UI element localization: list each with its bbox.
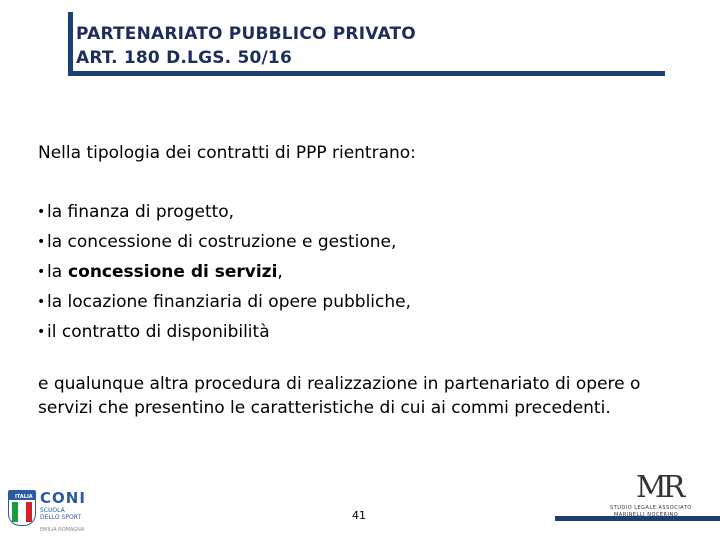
coni-subtitle: SCUOLA DELLO SPORT [40, 507, 82, 521]
coni-region: EMILIA ROMAGNA [40, 527, 85, 533]
list-item: • la finanza di progetto, [37, 197, 411, 227]
slide-title [76, 22, 416, 70]
title-line-2: ART. 180 D.LGS. 50/16 [76, 48, 292, 68]
outro-text: e qualunque altra procedura di realizzazione in partenariato di opere o servizi che presentino le caratteristiche di cui ai commi precedenti. [38, 374, 641, 418]
title-rule [68, 71, 665, 76]
coni-country: ITALIA [15, 494, 33, 500]
title-bar-left [68, 12, 73, 76]
coni-wordmark: CONI [40, 489, 86, 507]
list-item: • la concessione di servizi, [37, 257, 411, 287]
bullet-icon: • [37, 294, 46, 310]
bullet-icon: • [37, 204, 46, 220]
page-number: 41 [352, 509, 366, 522]
mr-logo [606, 470, 702, 520]
coni-shield-icon [8, 490, 36, 526]
intro-text: Nella tipologia dei contratti di PPP rientrano: [38, 143, 416, 163]
bullet-icon: • [37, 324, 46, 340]
title-line-1: PARTENARIATO PUBBLICO PRIVATO [76, 24, 416, 44]
mr-firm-name: STUDIO LEGALE ASSOCIATO [610, 505, 692, 511]
emphasized-text: concessione di servizi [62, 262, 278, 282]
list-item: • la locazione finanziaria di opere pubbliche, [37, 287, 411, 317]
mr-monogram: MR [636, 470, 682, 505]
coni-logo [4, 488, 96, 538]
contract-type-list [37, 197, 411, 347]
mr-firm-partners: MARINELLI NOCERINO [614, 512, 679, 518]
bullet-icon: • [37, 234, 46, 250]
list-item: • il contratto di disponibilità [37, 317, 411, 347]
bullet-icon: • [37, 264, 46, 280]
list-item: • la concessione di costruzione e gestione, [37, 227, 411, 257]
